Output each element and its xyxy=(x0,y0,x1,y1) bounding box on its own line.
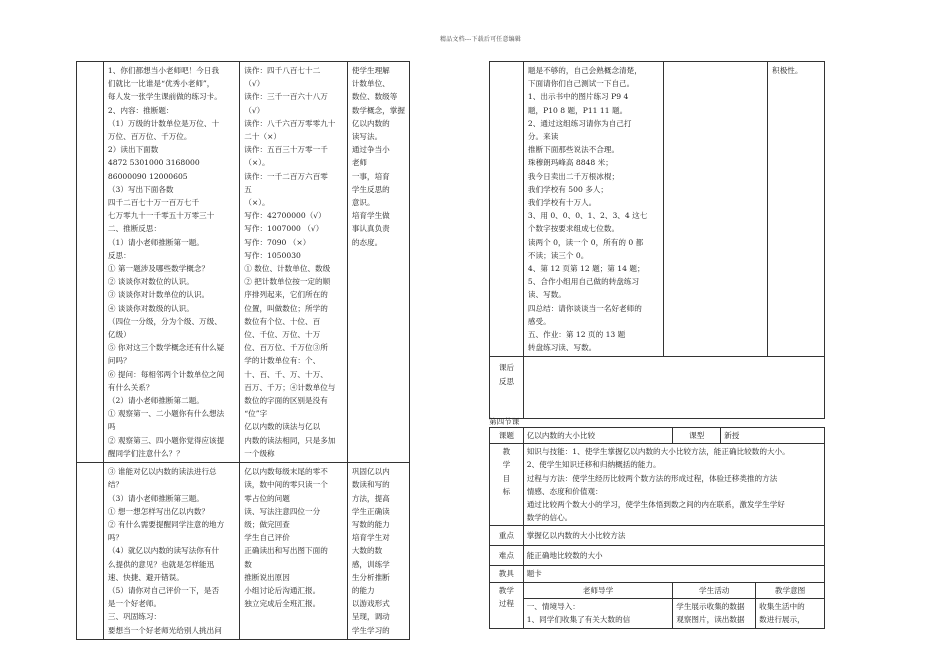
student-activity-line: 学的计数单位有：个、 xyxy=(244,356,321,366)
student-activity-line: ① 数位、计数单位、数级 xyxy=(244,264,331,274)
student-activity-line: 二十（×） xyxy=(244,132,282,142)
teacher-guide-line: 是一个好老师。 xyxy=(107,599,162,609)
student-activity-line: 读作：四千八百七十二 xyxy=(244,66,321,75)
student-activity-line: 位置，叫做数位；所学的 xyxy=(244,303,328,313)
student-activity-line: 推断说出原因 xyxy=(244,572,290,582)
right-margin-cell xyxy=(490,62,524,357)
process-student-cell xyxy=(673,598,756,628)
teacher-guide-line: 转盘练习读、写数。 xyxy=(527,343,597,353)
teaching-intent-line: 通过争当小 xyxy=(351,145,390,155)
student-activity-line: 写作：1050030 xyxy=(244,250,301,260)
goal-line: 过程与方法：使学生经历比较两个数方法的形成过程，体验迁移类推的方法 xyxy=(526,473,778,483)
left-r1-student-cell xyxy=(240,62,348,463)
right-continued-table xyxy=(489,61,825,419)
teacher-guide-line: （2）请小老师推断第二题。 xyxy=(107,396,204,406)
process-label-2: 过程 xyxy=(498,598,514,608)
goal-line: 知识与技能：1、使学生掌握亿以内数的大小比较方法，能正确比较数的大小。 xyxy=(526,447,790,457)
teaching-intent-line: 学生反思的 xyxy=(351,184,390,194)
teacher-guide-line: 分。来读 xyxy=(527,132,559,142)
teaching-intent-line: 计数单位、 xyxy=(351,79,390,89)
left-lesson-table xyxy=(76,61,410,640)
teacher-guide-line: ① 想一想怎样写出亿以内数？ xyxy=(107,506,210,516)
goal-line: 情感、态度和价值观： xyxy=(526,486,603,496)
teacher-guide-line: 1、出示书中的图片练习 P9 4 xyxy=(527,92,629,102)
goal-line: 通过比较两个数大小的学习，使学生体悟到数之间的内在联系，激发学生学好 xyxy=(526,500,785,510)
teacher-guide-line: 2、通过这组练习请你为自己打 xyxy=(527,118,632,128)
goal-label-char: 目 xyxy=(502,473,511,483)
teaching-intent-line: 学生学习的 xyxy=(351,625,390,635)
key-value: 掌握亿以内数的大小比较方法 xyxy=(523,526,824,546)
teaching-intent-line: 数学概念，掌握 xyxy=(351,105,405,115)
teacher-guide-line: 个数字按要求组成七位数。 xyxy=(527,224,620,234)
teacher-guide-line: ⑤ 你对这三个数学概念还有什么疑 xyxy=(107,343,225,353)
right-student-cell xyxy=(663,62,767,357)
teacher-guide-line: 四千二百七十万一百万七千 xyxy=(107,198,200,208)
teacher-guide-line: 1、你们都想当小老师吧！今日我 xyxy=(107,66,220,75)
teacher-guide-line: 感受。 xyxy=(527,316,551,326)
teaching-intent-line: 大数的数 xyxy=(351,546,383,556)
type-value: 新授 xyxy=(721,428,825,444)
teacher-guide-line: 我今日卖出二千万根冰棍； xyxy=(527,171,620,181)
key-label: 重点 xyxy=(490,526,524,546)
teaching-intent-line: 的态度。 xyxy=(351,237,383,247)
teaching-intent-line: 意识。 xyxy=(351,198,375,208)
process-label: 教学 xyxy=(498,585,514,595)
student-activity-line: 五 xyxy=(244,184,252,194)
teacher-guide-line: 们就比一比谁是“优秀小老师”， xyxy=(107,79,215,89)
process-student-line: 学生展示收集的数据 xyxy=(676,601,745,611)
teacher-guide-line: 速、快捷、避开错误。 xyxy=(107,572,184,582)
teaching-intent-line: 一事，培育 xyxy=(351,171,390,181)
tool-value: 题卡 xyxy=(523,566,824,582)
reflection-label-cell xyxy=(490,357,524,419)
teacher-guide-line: 珠穆朗玛峰高 8848 米； xyxy=(527,158,613,168)
col-teacher-header: 老师导学 xyxy=(523,582,673,598)
student-activity-line: 十、百、千、万、十万、 xyxy=(244,369,328,379)
tool-label: 教具 xyxy=(490,566,524,582)
student-activity-line: 一个级称 xyxy=(244,448,275,458)
topic-label: 课题 xyxy=(490,428,524,444)
left-r2-teacher-cell xyxy=(103,463,239,640)
left-margin-cell xyxy=(77,62,104,463)
teacher-guide-line: 不读；读三个 0。 xyxy=(527,250,589,260)
type-label: 课型 xyxy=(673,428,721,444)
teacher-guide-line: ⑥ 提问：每相邻两个计数单位之间 xyxy=(107,369,225,379)
left-r1-teacher-cell xyxy=(103,62,239,463)
student-activity-line: 读作：五百三十万零一千 xyxy=(244,145,328,155)
student-activity-line: 位、千位、万位、十万 xyxy=(244,330,321,340)
student-activity-line: ② 把计数单位按一定的顺 xyxy=(244,277,331,287)
teaching-intent-line: 感，训练学 xyxy=(351,559,390,569)
teacher-guide-line: 四总结：请你谈谈当一名好老师的 xyxy=(527,303,642,313)
teacher-guide-line: （四位一分级，分为个级、万级、 xyxy=(107,316,222,326)
process-intent-line: 数进行展示， xyxy=(759,615,805,625)
student-activity-line: 级；做完回查 xyxy=(244,519,290,529)
teaching-intent-line: 数读和写的 xyxy=(351,480,390,490)
teacher-guide-line: 86000090 12000605 xyxy=(107,171,188,181)
teacher-guide-line: 问吗？ xyxy=(107,356,131,366)
goal-label-char: 标 xyxy=(502,486,511,496)
col-intent-header: 教学意图 xyxy=(756,582,825,598)
teacher-guide-line: 有什么关系？ xyxy=(107,382,154,392)
teacher-guide-line: ② 谈谈你对数位的认识。 xyxy=(107,277,194,287)
teaching-intent-line: 读写法。 xyxy=(351,132,383,142)
teacher-guide-line: 2）读出下面数 xyxy=(107,145,159,155)
col-student-header: 学生活动 xyxy=(673,582,756,598)
teaching-intent-line: 学生正确读 xyxy=(351,506,390,516)
teacher-guide-line: ② 有什么需要提醒同学注意的地方 xyxy=(107,519,225,529)
student-activity-line: 读，数中间的零只读一个 xyxy=(244,480,328,490)
topic-value: 亿以内数的大小比较 xyxy=(523,428,673,444)
teacher-guide-line: ③ 谁能对亿以内数的读法进行总 xyxy=(107,467,217,477)
reflection-label-2: 反思 xyxy=(498,376,515,386)
student-activity-line: （×）。 xyxy=(244,158,270,168)
student-activity-line: 序排列起来，它们所在的 xyxy=(244,290,328,300)
goal-line: 数学的信心。 xyxy=(526,513,573,523)
student-activity-line: 位、百万位、千万位③所 xyxy=(244,343,328,353)
teacher-guide-line: 题，P10 8 题，P11 11 题。 xyxy=(527,105,628,115)
teaching-intent-line: 巩固亿以内 xyxy=(351,467,390,477)
student-activity-line: 小组讨论后沟通汇报。 xyxy=(244,585,321,595)
teaching-intent-line: 老师 xyxy=(351,158,367,168)
left-r1-intent-cell xyxy=(347,62,409,463)
teaching-intent-line: 以游戏形式 xyxy=(351,599,390,609)
teacher-guide-line: 么提供的意见？也就是怎样能迅 xyxy=(107,559,215,569)
left-r2-intent-cell xyxy=(347,463,409,640)
teacher-guide-line: 我们学校有十万人。 xyxy=(527,198,597,208)
left-margin-cell-2 xyxy=(77,463,104,640)
teacher-guide-line: ④ 谈谈你对数级的认识。 xyxy=(107,303,194,313)
teaching-intent-line: 方法，提高 xyxy=(351,493,390,503)
teacher-guide-line: 3、用 0、0、0、1、2、3、4 这七 xyxy=(527,211,648,221)
teaching-intent-line: 培育学生对 xyxy=(351,533,390,543)
teacher-guide-line: 要想当一个好老师光给别人挑出问 xyxy=(107,625,222,635)
process-teacher-line: 一、情境导入： xyxy=(526,601,580,611)
right-teacher-cell xyxy=(523,62,663,357)
lesson-four-table xyxy=(489,427,825,629)
student-activity-line: 读、写法注意四位一分 xyxy=(244,506,321,516)
teaching-intent-line: 生分析推断 xyxy=(351,572,390,582)
difficulty-label: 难点 xyxy=(490,546,524,566)
goal-cell xyxy=(523,444,824,526)
process-label-cell xyxy=(490,582,524,628)
student-activity-line: （√） xyxy=(244,79,265,89)
teacher-guide-line: 反思： xyxy=(107,250,131,260)
student-activity-line: 数位的字面的区别是没有 xyxy=(244,396,328,406)
student-activity-line: 读作：八千六百万零零九十 xyxy=(244,118,336,128)
teacher-guide-line: 吗？ xyxy=(107,533,124,543)
student-activity-line: 数 xyxy=(244,559,252,569)
process-intent-cell xyxy=(756,598,825,628)
teacher-guide-line: ① 观察第一、二小题你有什么想法 xyxy=(107,409,225,419)
teacher-guide-line: ③ 谈谈你对计数单位的认识。 xyxy=(107,290,210,300)
teacher-guide-line: （4）就亿以内数的读写法你有什 xyxy=(107,546,220,556)
teacher-guide-line: 吗 xyxy=(107,422,116,432)
teaching-intent-line: 的能力 xyxy=(351,585,375,595)
student-activity-line: 数位有个位、十位、百 xyxy=(244,316,321,326)
teacher-guide-line: 我们学校有 500 多人； xyxy=(527,184,608,194)
goal-line: 2、使学生知识迁移和归纳概括的能力。 xyxy=(526,460,661,470)
student-activity-line: 正确读出和写出图下面的 xyxy=(244,546,328,556)
teacher-guide-line: （3）写出下面各数 xyxy=(107,184,174,194)
student-activity-line: 零占位的问题 xyxy=(244,493,290,503)
teacher-guide-line: 结？ xyxy=(107,480,124,490)
teacher-guide-line: 五、作业：第 12 页的 13 题 xyxy=(527,330,626,340)
teacher-guide-line: （1）万级的计数单位是万位、十 xyxy=(107,118,220,128)
teacher-guide-line: 推断下面那些说法不合理。 xyxy=(527,145,620,155)
student-activity-line: （×）。 xyxy=(244,198,270,208)
teacher-guide-line: 5、合作小组用自己做的转盘练习 xyxy=(527,277,640,287)
right-intent-cell xyxy=(768,62,825,357)
teacher-guide-line: （1）请小老师推断第一题。 xyxy=(107,237,204,247)
teacher-guide-line: 读、写数。 xyxy=(527,290,566,300)
teaching-intent-line: 使学生理解 xyxy=(351,66,390,75)
teacher-guide-line: ① 第一题涉及哪些数学概念？ xyxy=(107,264,210,274)
reflection-label: 课后 xyxy=(498,363,515,373)
teacher-guide-line: 七万零九十一千零五十万零三十 xyxy=(107,211,215,221)
teacher-guide-line: 每人发一张学生课前做的练习卡。 xyxy=(107,92,222,102)
teacher-guide-line: 万位、百万位、千万位。 xyxy=(107,132,192,142)
student-activity-line: 学生自己评价 xyxy=(244,533,290,543)
teaching-intent-line: 呈现，调动 xyxy=(351,612,390,622)
student-activity-line: 亿以内数的读法与亿以 xyxy=(244,422,321,432)
teacher-guide-line: 下面请你们自己测试一下自己。 xyxy=(527,79,635,89)
student-activity-line: 百万、千万；④计数单位与 xyxy=(244,382,336,392)
student-activity-line: 独立完成后全班汇报。 xyxy=(244,599,321,609)
student-activity-line: 内数的读法相同，只是多加 xyxy=(244,435,336,445)
student-activity-line: 写作：1007000 （√） xyxy=(244,224,324,234)
teacher-guide-line: 4872 5301000 3168000 xyxy=(107,158,200,168)
teacher-guide-line: 4、第 12 页第 12 题；第 14 题； xyxy=(527,264,645,274)
intent-text: 积极性。 xyxy=(772,66,803,75)
reflection-cell xyxy=(523,357,824,419)
page-header: 精品文档---下载后可任意编辑 xyxy=(440,36,522,43)
teacher-guide-line: 二、推断反思： xyxy=(107,224,162,234)
teacher-guide-line: （3）请小老师推断第三题。 xyxy=(107,493,204,503)
student-activity-line: 读作：一千二百万六百零 xyxy=(244,171,328,181)
goal-label-char: 学 xyxy=(502,460,511,470)
teaching-intent-line: 亿以内数的 xyxy=(351,118,390,128)
student-activity-line: （√） xyxy=(244,105,265,115)
teacher-guide-line: 亿级） xyxy=(107,330,131,340)
student-activity-line: 写作：42700000（√） xyxy=(244,211,326,221)
teaching-intent-line: 培育学生做 xyxy=(351,211,390,221)
teacher-guide-line: 2、内容：推断题： xyxy=(107,105,174,115)
teacher-guide-line: 醒同学们注意什么？？ xyxy=(107,448,184,458)
goal-label-cell xyxy=(490,444,524,526)
teaching-intent-line: 数位、数级等 xyxy=(351,92,398,102)
process-teacher-cell xyxy=(523,598,673,628)
process-teacher-line: 1、同学们收集了有关大数的信 xyxy=(526,615,631,625)
process-student-line: 观察图片，读出数据 xyxy=(676,615,745,625)
teacher-guide-line: 题是不够的，自己会熟概念清楚， xyxy=(527,66,642,75)
student-activity-line: 亿以内数每级末尾的零不 xyxy=(244,467,328,477)
teacher-guide-line: 三、巩固练习： xyxy=(107,612,162,622)
student-activity-line: “位”字 xyxy=(244,409,268,419)
left-r2-student-cell xyxy=(240,463,348,640)
process-intent-line: 收集生活中的 xyxy=(759,601,805,611)
student-activity-line: 写作：7090 （×） xyxy=(244,237,311,247)
teaching-intent-line: 写数的能力 xyxy=(351,519,390,529)
teacher-guide-line: 读两个 0，读一个 0，所有的 0 都 xyxy=(527,237,644,247)
student-activity-line: 读作：三千一百六十八万 xyxy=(244,92,328,102)
teaching-intent-line: 事认真负责 xyxy=(351,224,390,234)
section-title: 第四节课 xyxy=(489,417,520,426)
goal-label-char: 教 xyxy=(502,447,511,457)
teacher-guide-line: （5）请你对自己评价一下，是否 xyxy=(107,585,220,595)
difficulty-value: 能正确地比较数的大小 xyxy=(523,546,824,566)
teacher-guide-line: ② 观察第三、四小题你觉得应该提 xyxy=(107,435,225,445)
